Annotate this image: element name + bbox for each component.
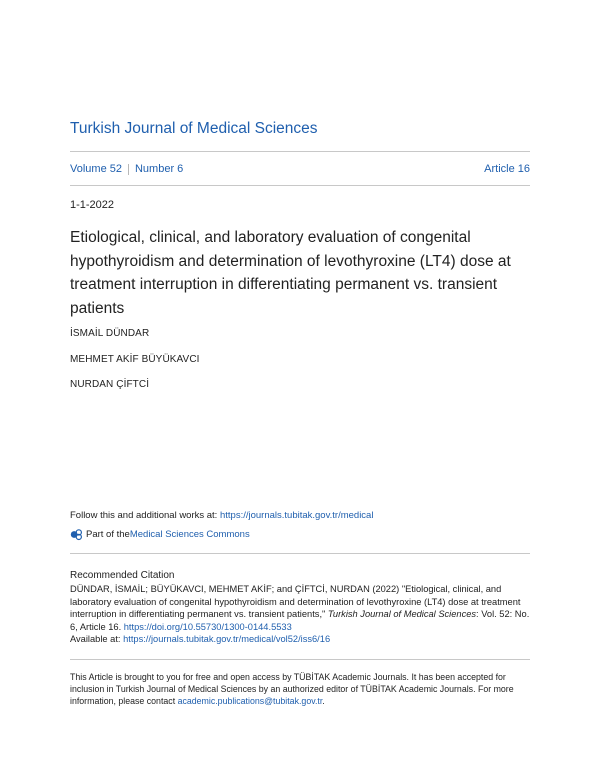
part-of-text: Part of the xyxy=(86,529,130,540)
divider-top xyxy=(70,151,530,152)
access-statement xyxy=(70,671,530,708)
available-label: Available at: xyxy=(70,634,124,644)
author-1: İSMAİL DÜNDAR xyxy=(70,328,150,339)
contact-email-link[interactable]: academic.publications@tubitak.gov.tr xyxy=(177,696,323,707)
publication-date: 1-1-2022 xyxy=(70,199,115,211)
citation-lead: DÜNDAR, İSMAİL; BÜYÜKAVCI, MEHMET AKİF; and ÇİFTCİ, NURDAN (2022) "Etiological, clinical, and laboratory evaluation of congenital hypothyroidism and determination of levothyroxine (LT4) dose at treatment interruption in differentiating permanent vs. transient patients," xyxy=(70,584,521,619)
volume-link[interactable]: Volume 52 xyxy=(70,163,122,175)
follow-link[interactable]: https://journals.tubitak.gov.tr/medical xyxy=(219,510,374,521)
number-link[interactable]: Number 6 xyxy=(134,163,184,175)
commons-icon xyxy=(70,528,83,541)
article-title: Etiological, clinical, and laboratory evaluation of congenital hypothyroidism and determination of levothyroxine (LT4) dose at treatment interruption in differentiating permanent vs. transient patients xyxy=(70,229,511,317)
footer-end: . xyxy=(322,696,325,707)
divider-citation xyxy=(70,553,530,554)
divider-meta xyxy=(70,185,530,186)
available-link[interactable]: https://journals.tubitak.gov.tr/medical/vol52/iss6/16 xyxy=(123,634,331,644)
citation-journal: Turkish Journal of Medical Sciences xyxy=(327,609,477,619)
author-2: MEHMET AKİF BÜYÜKAVCI xyxy=(70,354,200,365)
citation-vol: : Vol. 52: No. 6, Article 16. xyxy=(70,609,530,632)
article-number-link[interactable]: Article 16 xyxy=(484,163,530,175)
citation-heading: Recommended Citation xyxy=(70,570,175,581)
footer-text: This Article is brought to you for free and open access by TÜBİTAK Academic Journals. It has been accepted for inclusion in Turkish Journal of Medical Sciences by an authorized editor of TÜBİTAK Academic Journals. For more information, please contact xyxy=(70,672,514,707)
commons-link[interactable]: Medical Sciences Commons xyxy=(129,529,250,540)
follow-text: Follow this and additional works at: xyxy=(70,510,220,521)
doi-link[interactable]: https://doi.org/10.55730/1300-0144.5533 xyxy=(123,621,292,632)
meta-separator xyxy=(128,164,129,175)
journal-title-link[interactable]: Turkish Journal of Medical Sciences xyxy=(70,120,318,137)
issue-meta-row xyxy=(70,163,530,175)
follow-line xyxy=(70,510,373,521)
part-of-line xyxy=(70,528,250,541)
citation-block xyxy=(70,583,530,646)
divider-footer xyxy=(70,659,530,660)
author-3: NURDAN ÇİFTCİ xyxy=(70,379,150,390)
